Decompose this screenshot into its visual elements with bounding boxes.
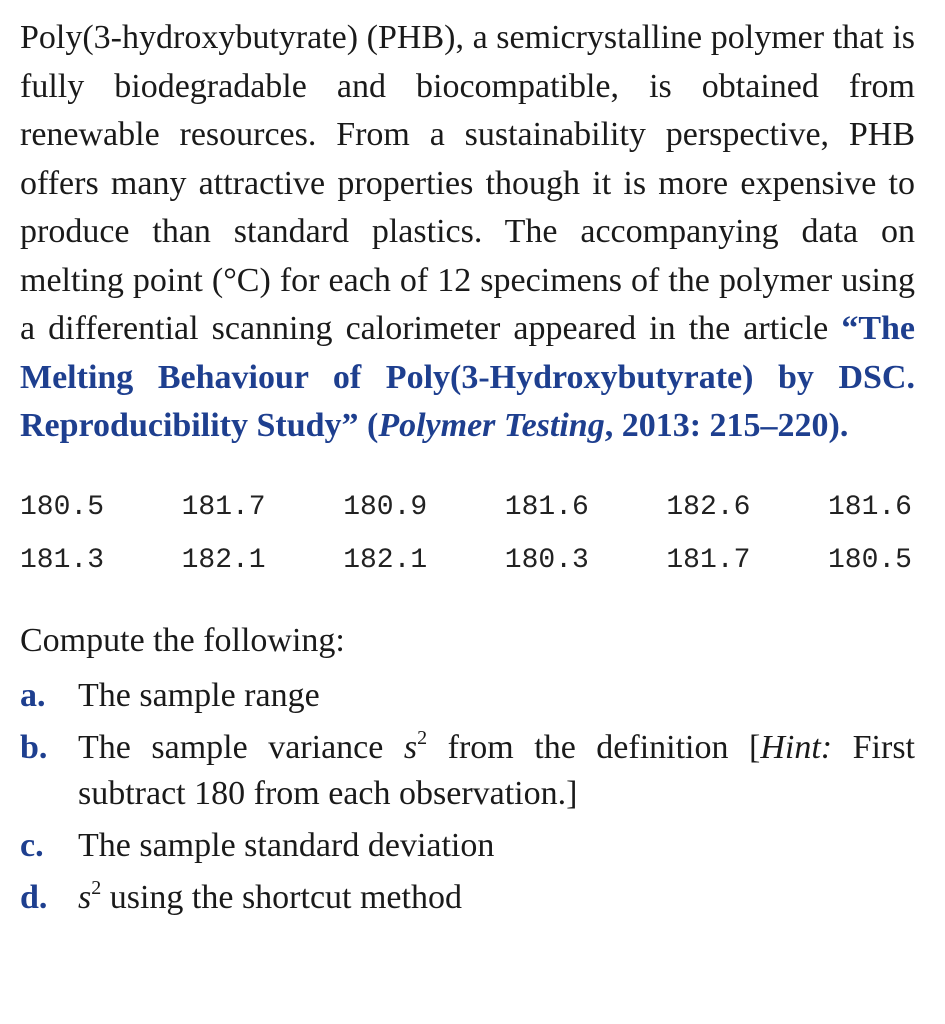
citation-open: ( [358, 407, 379, 444]
question-label: a. [20, 676, 46, 714]
data-cell: 180.3 [504, 544, 589, 576]
question-label: b. [20, 728, 48, 766]
intro-paragraph [20, 14, 915, 451]
hint-label: Hint: [760, 728, 833, 766]
data-cell: 180.5 [20, 491, 105, 523]
data-cell: 182.1 [343, 544, 428, 576]
data-cell: 182.1 [181, 544, 266, 576]
citation-journal: Polymer Testing [378, 407, 605, 444]
variance-exponent: 2 [91, 876, 102, 899]
question-text: The sample range [78, 676, 320, 714]
question-d-post: using the shortcut method [101, 878, 462, 916]
question-a [20, 673, 915, 719]
question-text: The sample standard deviation [78, 826, 495, 864]
textbook-exercise [20, 14, 915, 927]
question-b-post: First subtract 180 from each observation.] [78, 728, 916, 812]
data-row [20, 534, 912, 587]
question-text [78, 725, 915, 817]
data-cell: 180.5 [827, 544, 912, 576]
question-b-mid: from the definition [ [427, 728, 761, 766]
data-cell: 181.6 [827, 491, 912, 523]
data-cell: 181.7 [181, 491, 266, 523]
question-list [20, 673, 915, 921]
data-cell: 180.9 [343, 491, 428, 523]
data-row [20, 481, 912, 534]
variance-symbol: s [403, 728, 418, 766]
question-text [78, 875, 915, 921]
question-label: c. [20, 826, 44, 864]
question-d [20, 875, 915, 921]
variance-symbol: s [78, 878, 92, 916]
compute-prompt: Compute the following: [20, 621, 345, 659]
citation-title: “The Melting Behaviour of Poly(3-Hydroxybutyrate) by DSC. Reproducibility Study” [20, 310, 915, 444]
question-c [20, 823, 915, 869]
question-b [20, 725, 915, 817]
question-b-pre: The sample variance [78, 728, 404, 766]
data-cell: 181.7 [666, 544, 751, 576]
melting-point-data [20, 481, 915, 587]
data-cell: 181.6 [504, 491, 589, 523]
variance-exponent: 2 [417, 726, 428, 749]
citation-close: , 2013: 215–220). [604, 407, 849, 444]
data-cell: 182.6 [666, 491, 751, 523]
data-cell: 181.3 [20, 544, 105, 576]
intro-text: Poly(3-hydroxybutyrate) (PHB), a semicrystalline polymer that is fully biodegradable and biocompatible, is obtained from renewable resources. From a sustainability perspective, PHB offers many attractive properties though it is more expensive to produce than standard plastics. The accompanying data on melting point (°C) for each of 12 specimens of the polymer using a differential scanning calorimeter appeared in the article [20, 19, 915, 347]
question-label: d. [20, 878, 48, 916]
